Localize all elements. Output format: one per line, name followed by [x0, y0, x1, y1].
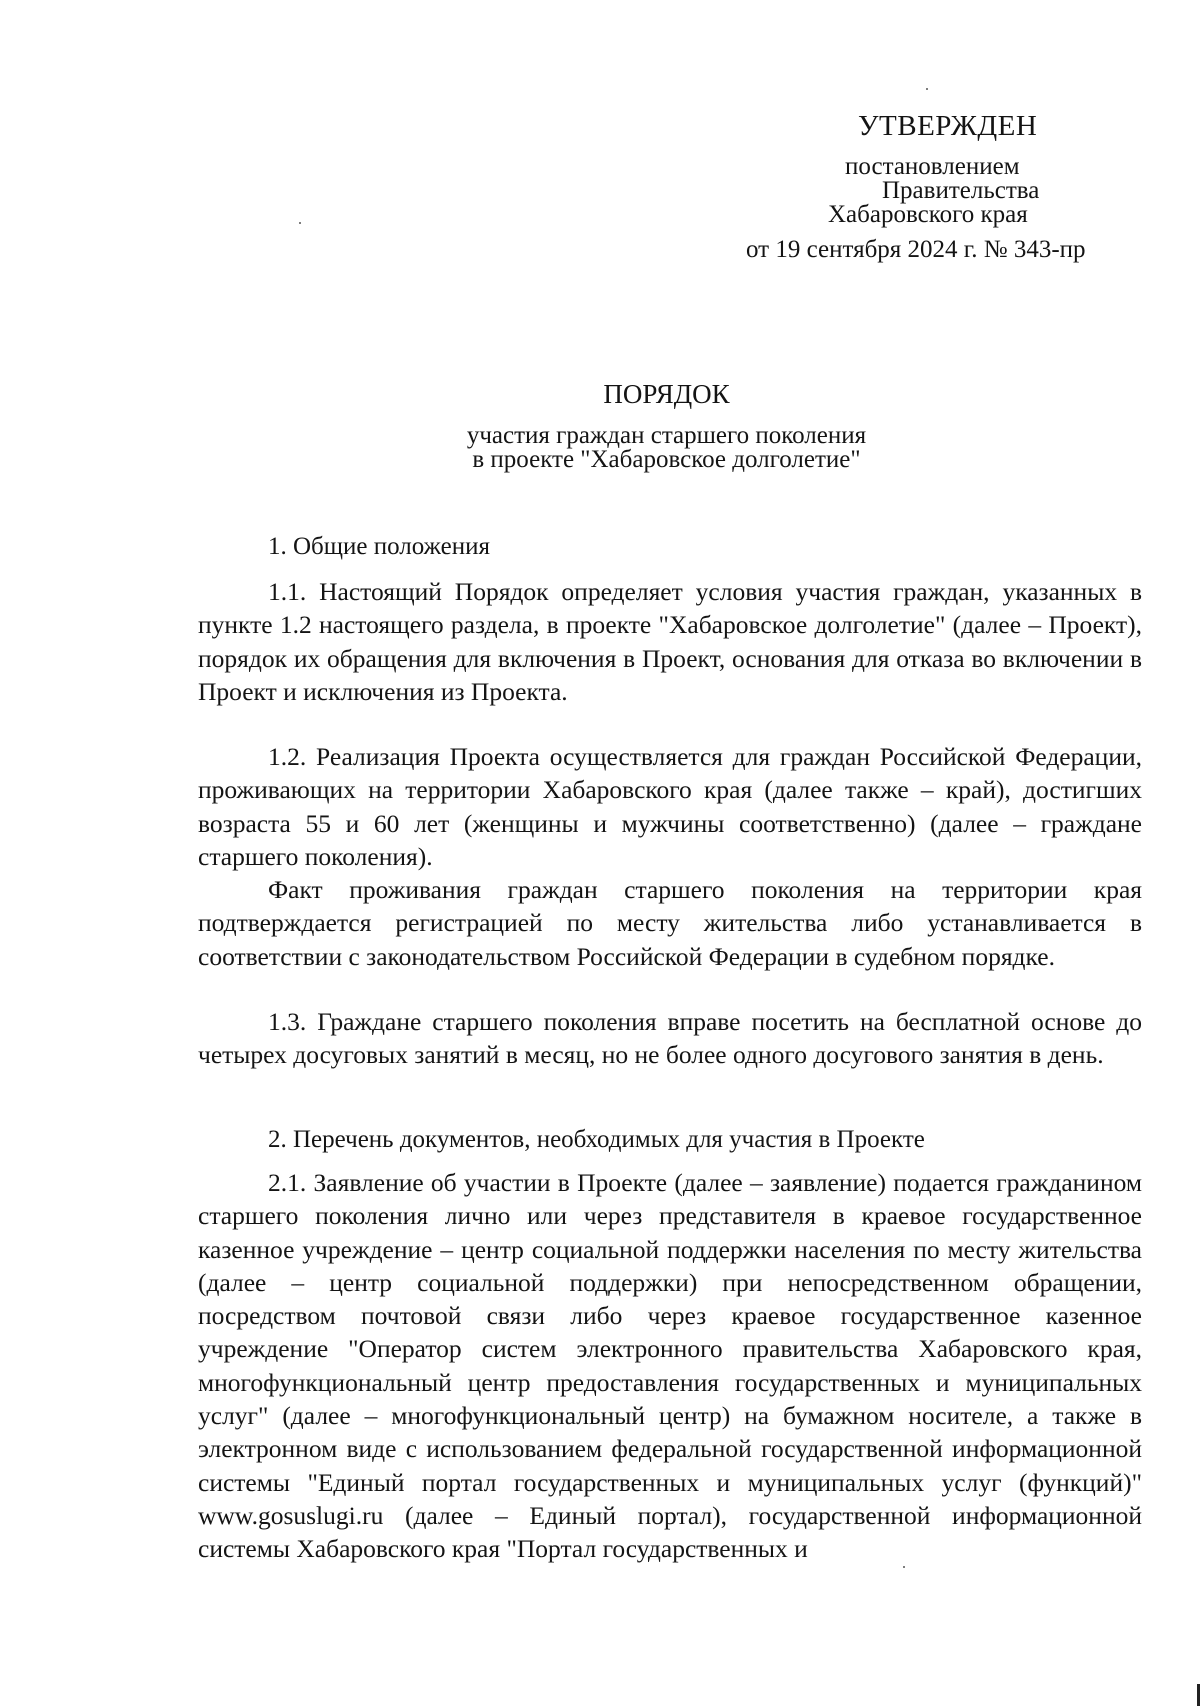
document-title: ПОРЯДОК: [603, 379, 730, 409]
document-subtitle-line-1: участия граждан старшего поколения: [466, 422, 867, 449]
scan-speck: [926, 88, 928, 90]
paragraph-1-3: 1.3. Граждане старшего поколения вправе посетить на бесплатной основе до четырех досуговых занятий в месяц, но не более одного досугового занятия в день.: [198, 1007, 1142, 1070]
section-1-heading: 1. Общие положения: [268, 533, 490, 560]
approval-line-government: Правительства: [882, 177, 1040, 204]
paragraph-2-1: 2.1. Заявление об участии в Проекте (далее – заявление) подается гражданином старшего поколения лично или через представителя в краевое государственное казенное учреждение – центр социальной поддержки населения по месту жительства (далее – центр социальной поддержки) при непосредственном обращении, посредством почтовой связи либо через краевое государственное казенное учреждение "Оператор систем электронного правительства Хабаровского края, многофункциональный центр предоставления государственных и муниципальных услуг" (далее – многофункциональный центр) на бумажном носителе, а также в электронном виде с использованием федеральной государственной информационной системы "Единый портал государственных и муниципальных услуг (функций)" www.gosuslugi.ru (далее – Единый портал), государственной информационной системы Хабаровского края "Портал государственных и: [198, 1168, 1142, 1564]
paragraph-1-2-residence: Факт проживания граждан старшего поколения на территории края подтверждается регистрацией по месту жительства либо устанавливается в соответствии с законодательством Российской Федерации в судебном порядке.: [198, 875, 1142, 971]
approval-line-date-number: от 19 сентября 2024 г. № 343-пр: [746, 236, 1086, 263]
section-2-heading: 2. Перечень документов, необходимых для участия в Проекте: [268, 1126, 925, 1153]
scan-speck: [903, 1566, 905, 1568]
approval-title: УТВЕРЖДЕН: [858, 110, 1038, 142]
paragraph-1-1: 1.1. Настоящий Порядок определяет условия участия граждан, указанных в пункте 1.2 настоящего раздела, в проекте "Хабаровское долголетие" (далее – Проект), порядок их обращения для включения в Проект, основания для отказа во включении в Проект и исключения из Проекта.: [198, 577, 1142, 706]
document-subtitle-line-2: в проекте "Хабаровское долголетие": [472, 446, 861, 473]
paragraph-1-2: 1.2. Реализация Проекта осуществляется для граждан Российской Федерации, проживающих на территории Хабаровского края (далее также – край), достигших возраста 55 и 60 лет (женщины и мужчины соответственно) (далее – граждане старшего поколения).: [198, 742, 1142, 871]
scan-speck: [299, 222, 301, 224]
approval-line-region: Хабаровского края: [828, 201, 1028, 228]
approval-line-resolution: постановлением: [845, 153, 1020, 180]
